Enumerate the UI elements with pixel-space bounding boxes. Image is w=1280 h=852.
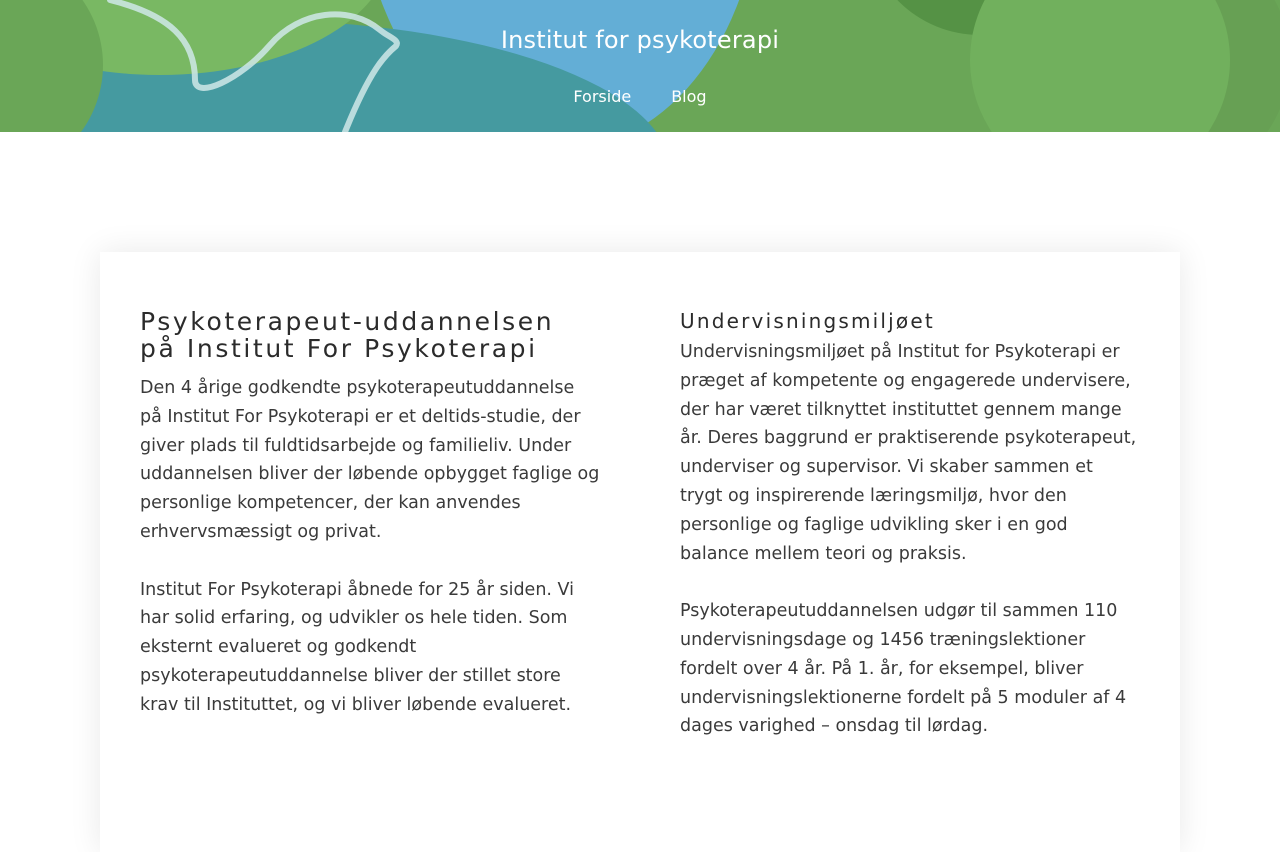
left-column (140, 308, 600, 748)
left-paragraph-2: Institut For Psykoterapi åbnede for 25 år siden. Vi har solid erfaring, og udvikler os hele tiden. Som eksternt evalueret og godkendt psykoterapeutuddannelse bliver der stillet store krav til Instituttet, og vi bliver løbende evalueret. (140, 579, 574, 715)
right-heading: Undervisningsmiljøet (680, 309, 935, 333)
header-background-illustration (0, 0, 1280, 132)
right-paragraph-2: Psykoterapeutuddannelsen udgør til sammen 110 undervisningsdage og 1456 træningslektioner fordelt over 4 år. På 1. år, for eksempel, bliver undervisningslektionerne fordelt på 5 moduler af 4 dages varighed – onsdag til lørdag. (680, 601, 1127, 737)
right-column (680, 308, 1140, 770)
content-card (100, 252, 1180, 852)
left-paragraph-1: Den 4 årige godkendte psykoterapeutuddannelse på Institut For Psykoterapi er et deltids-studie, der giver plads til fuldtidsarbejde og familieliv. Under uddannelsen bliver der løbende opbygget faglige og personlige kompetencer, der kan anvendes erhvervsmæssigt og privat. (140, 378, 600, 542)
nav-item-blog[interactable]: Blog (671, 87, 707, 106)
nav-item-forside[interactable]: Forside (573, 87, 632, 106)
site-header (0, 0, 1280, 132)
right-paragraph-1: Undervisningsmiljøet på Institut for Psykoterapi er præget af kompetente og engagerede undervisere, der har været tilknyttet instituttet gennem mange år. Deres baggrund er praktiserende psykoterapeut, underviser og supervisor. Vi skaber sammen et trygt og inspirerende læringsmiljø, hvor den personlige og faglige udvikling sker i en god balance mellem teori og praksis. (680, 342, 1137, 564)
main-nav (0, 87, 1280, 106)
site-title-link[interactable]: Institut for psykoterapi (500, 26, 780, 54)
left-heading: Psykoterapeut-uddannelsen på Institut For Psykoterapi (140, 307, 555, 363)
